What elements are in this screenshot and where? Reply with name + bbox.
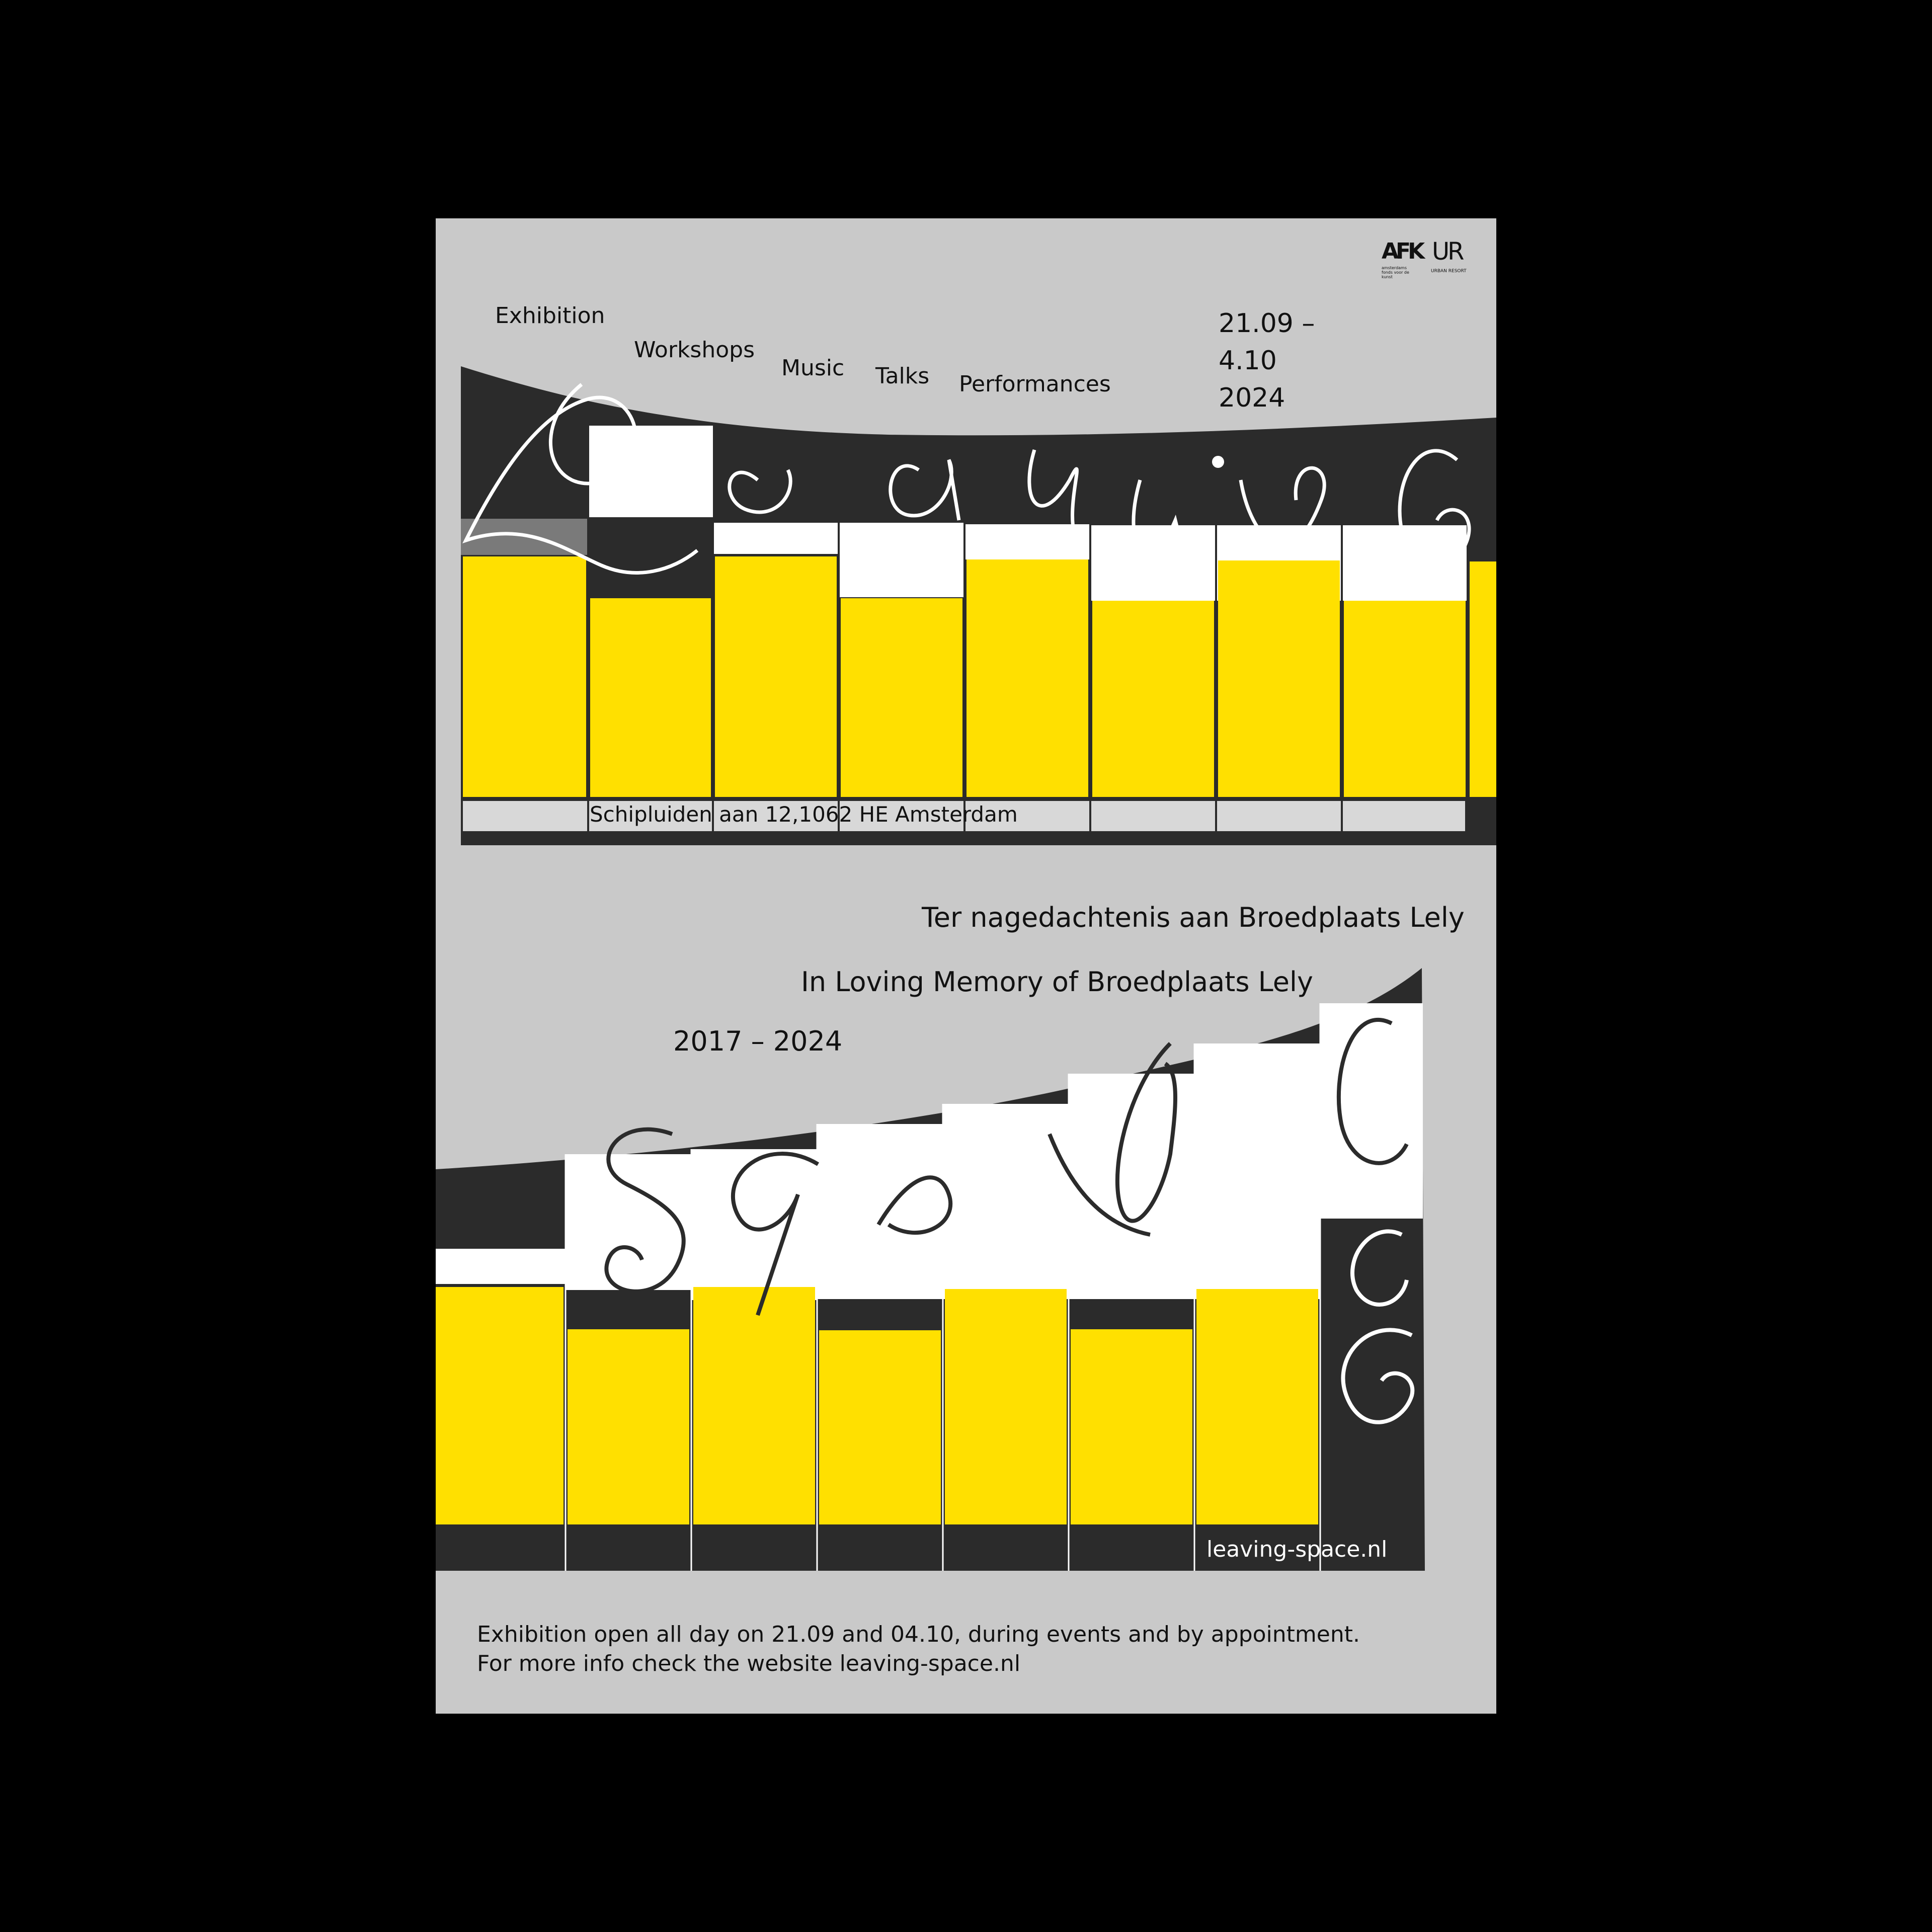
footer-info (477, 1620, 1360, 1678)
top-white-cell (713, 523, 839, 554)
bottom-white-cell (691, 1149, 817, 1300)
top-yellow-bar (1344, 601, 1466, 797)
event-dates-line2: 4.10 (1219, 346, 1277, 376)
afk-logo-subtitle: amsterdams fonds voor de kunst (1382, 266, 1409, 279)
category-talks: Talks (875, 363, 930, 389)
memorial-dutch: Ter nagedachtenis aan Broedplaats Lely (922, 902, 1465, 933)
bottom-graphic (436, 968, 1425, 1571)
bottom-yellow-bar (945, 1289, 1067, 1524)
top-yellow-bar (1092, 601, 1214, 797)
ur-logo-subtitle: URBAN RESORT (1431, 269, 1467, 274)
top-yellow-bar (841, 598, 962, 797)
top-white-cell (1090, 525, 1216, 601)
bottom-yellow-bar (436, 1287, 564, 1524)
category-workshops: Workshops (634, 337, 755, 363)
bottom-yellow-bar (568, 1329, 689, 1524)
bottom-yellow-bar (1196, 1289, 1318, 1524)
top-yellow-bar (463, 556, 586, 797)
category-performances: Performances (959, 371, 1111, 397)
bottom-white-cell (436, 1249, 566, 1284)
footer-line2: For more info check the website leaving-space.nl (477, 1651, 1021, 1676)
category-music: Music (781, 355, 845, 381)
bottom-yellow-bar (693, 1287, 815, 1524)
years-active: 2017 – 2024 (673, 1025, 843, 1057)
venue-address: Schipluiden aan 12,1062 HE Amsterdam (590, 802, 1018, 827)
top-white-cell (964, 524, 1090, 559)
top-yellow-bar (967, 559, 1088, 797)
memorial-english: In Loving Memory of Broedplaats Lely (801, 966, 1313, 998)
sponsor-logos (1382, 238, 1487, 284)
top-white-cell (839, 523, 964, 597)
bottom-yellow-bar (1071, 1329, 1192, 1524)
top-graphic (461, 366, 1496, 845)
website-link[interactable]: leaving-space.nl (1206, 1537, 1388, 1562)
top-white-cell (588, 426, 713, 517)
afk-logo: AFK (1382, 238, 1422, 264)
bottom-yellow-bar (819, 1330, 941, 1524)
event-dates (1219, 305, 1315, 417)
bottom-white-cell (1320, 1003, 1423, 1219)
poster (436, 218, 1496, 1714)
footer-line1: Exhibition open all day on 21.09 and 04.10, during events and by appointment. (477, 1622, 1360, 1647)
top-yellow-bar (1470, 561, 1496, 797)
bottom-white-cell (1194, 1043, 1320, 1299)
bottom-white-cell (817, 1124, 943, 1299)
top-yellow-bar (715, 556, 837, 797)
top-yellow-bar (590, 598, 711, 797)
event-dates-line1: 21.09 – (1219, 308, 1315, 339)
event-dates-line3: 2024 (1219, 383, 1285, 413)
script-dot (1212, 456, 1224, 468)
bottom-white-cell (943, 1104, 1069, 1299)
ur-logo: UR (1432, 237, 1463, 266)
top-yellow-bar (1218, 560, 1340, 797)
category-exhibition: Exhibition (495, 303, 605, 329)
